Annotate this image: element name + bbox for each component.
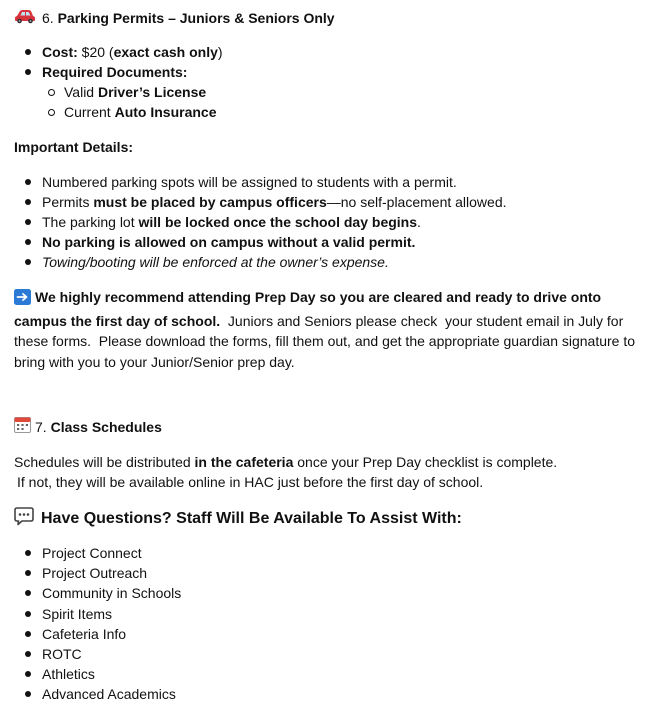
right-arrow-icon xyxy=(14,289,31,311)
list-item: Project Outreach xyxy=(42,565,148,581)
list-item-towing: Towing/booting will be enforced at the owner’s expense. xyxy=(42,254,389,270)
speech-bubble-icon xyxy=(14,506,34,531)
section-7-title: Class Schedules xyxy=(50,419,162,435)
list-item: Advanced Academics xyxy=(42,686,176,702)
sub-item-auto-insurance: Current Auto Insurance xyxy=(64,104,217,120)
schedules-line-1: Schedules will be distributed in the cafeteria once your Prep Day checklist is complete. xyxy=(14,454,558,470)
list-item: Athletics xyxy=(42,666,95,682)
list-item: Community in Schools xyxy=(42,585,182,601)
sub-item-drivers-license: Valid Driver’s License xyxy=(64,84,207,100)
calendar-icon xyxy=(14,416,31,438)
list-item-numbered-spots: Numbered parking spots will be assigned to students with a permit. xyxy=(42,174,457,190)
car-icon xyxy=(14,8,36,27)
list-item: Spirit Items xyxy=(42,606,113,622)
list-item: ROTC xyxy=(42,646,82,662)
list-item-no-parking: No parking is allowed on campus without a valid permit. xyxy=(42,234,416,250)
important-details-heading: Important Details: xyxy=(14,139,134,155)
list-item: Cafeteria Info xyxy=(42,626,127,642)
section-6-heading xyxy=(14,8,335,27)
questions-title: Have Questions? Staff Will Be Available To Assist With: xyxy=(41,509,462,527)
list-item-permits-placed: Permits must be placed by campus officers—no self-placement allowed. xyxy=(42,194,507,210)
schedules-line-2: If not, they will be available online in HAC just before the first day of school. xyxy=(17,474,484,490)
section-7-number: 7. xyxy=(35,419,47,435)
list-item-cost: Cost: $20 (exact cash only) xyxy=(42,44,223,60)
list-item-lot-locked: The parking lot will be locked once the school day begins. xyxy=(42,214,421,230)
section-6-number: 6. xyxy=(42,9,54,26)
questions-heading xyxy=(14,506,462,531)
list-item: Project Connect xyxy=(42,545,142,561)
list-item-required-documents: Required Documents: xyxy=(42,64,188,80)
section-7-heading xyxy=(14,416,162,438)
section-6-title: Parking Permits – Juniors & Seniors Only xyxy=(57,9,335,26)
recommend-paragraph: We highly recommend attending Prep Day so you are cleared and ready to drive onto campus the first day of school. Juniors and Seniors please check your student email in July for these forms. Please download the forms, fill them out, and get the appropriate guardian signature to bring with you to your Junior/Senior prep day. xyxy=(14,289,639,370)
